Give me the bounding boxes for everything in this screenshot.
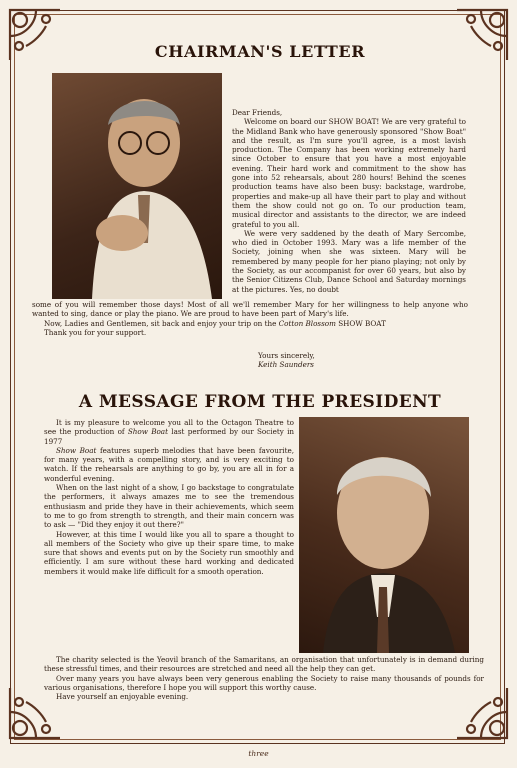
message-paragraph: Over many years you have always been very generous enabling the Society to raise many thousands of pounds for various organisations, therefore I hope you will support this worthy cause. [44,673,484,692]
chairman-letter-body [232,108,466,294]
show-title: Show Boat [56,445,97,455]
letter-paragraph: Welcome on board our SHOW BOAT! We are very grateful to the Midland Bank who have generously sponsored "Show Boat" and the result, as I'm sure you'll agree, is a most lavish production. The Company has been working extremely hard since October to ensure that you have a most enjoyable evening. Their hard work and commitment to the show has gone into 52 rehearsals, about 280 hours! Behind the scenes production teams have also been busy: backstage, wardrobe, properties and make-up all have their part to play and without them the show could not go on. To our production team, musical director and assistants to the director, we are indeed grateful to you all. [232,117,466,229]
president-portrait-photo [299,417,469,653]
text-run: features superb melodies that have been favourite, for many years, with a compelling story, and is very exciting to watch. If the rehearsals are anything to go by, you are all in for a wonderful evening. [44,445,294,483]
president-message-body-continued [44,655,484,701]
text-run: last performed by our Society in 1977 [44,427,295,446]
ornament-corner-icon [453,6,511,64]
president-message-body [44,418,294,576]
message-paragraph [44,446,294,483]
message-paragraph: The charity selected is the Yeovil branch of the Samaritans, an organisation that unfortunately is in demand during these stressful times, and their resources are stretched and need all the help they can get. [44,655,484,674]
president-message-heading: A MESSAGE FROM THE PRESIDENT [78,392,442,412]
letter-paragraph: some of you will remember those days! Most of all we'll remember Mary for her willingness to help anyone who wanted to sing, dance or play the piano. We are proud to have been part of Mary's life. [32,300,468,319]
page-number: three [248,749,269,758]
letter-paragraph: Thank you for your support. [44,327,147,337]
chairman-portrait-photo [52,73,222,299]
closing-text: Yours sincerely, [258,351,315,360]
message-paragraph: Have yourself an enjoyable evening. [56,692,189,702]
letter-paragraph: We were very saddened by the death of Mary Sercombe, who died in October 1993. Mary was a life member of the Society, joining when she was sixteen. Mary will be remembered by many people for her piano playing; not only by the Society, as our accompanist for over 60 years, but also by the Senior Citizens Club, Dance School and Saturday mornings at the pictures. Yes, no doubt [232,228,466,294]
ornament-corner-icon [6,6,64,64]
text-run: Now, Ladies and Gentlemen, sit back and enjoy your trip on the [44,318,277,328]
letter-signoff [258,351,315,370]
message-paragraph [44,418,294,446]
letter-salutation: Dear Friends, [232,108,283,117]
text-run: It is my pleasure to welcome you all to the Octagon Theatre to see the production of [44,418,294,437]
chairman-letter-heading: CHAIRMAN'S LETTER [154,42,366,61]
message-paragraph: When on the last night of a show, I go backstage to congratulate the performers, it always amazes me to see the tremendous enthusiasm and pride they have in their achievements, which seem to me to go from strength to strength, and their main concern was to ask — "Did they enjoy it out there?" [44,483,294,530]
ship-name: Cotton Blossom [278,318,336,328]
message-paragraph: However, at this time I would like you all to spare a thought to all members of the Society who give up their spare time, to make sure that shows and events put on by the Society run smoothly and efficiently. I am sure without these hard working and dedicated members it would make life difficult for a smooth operation. [44,529,294,576]
letter-paragraph [32,319,468,328]
chairman-letter-body-continued [32,300,468,337]
signature-name: Keith Saunders [258,360,314,370]
show-title: Show Boat [127,427,168,437]
text-run: SHOW BOAT [338,318,386,328]
